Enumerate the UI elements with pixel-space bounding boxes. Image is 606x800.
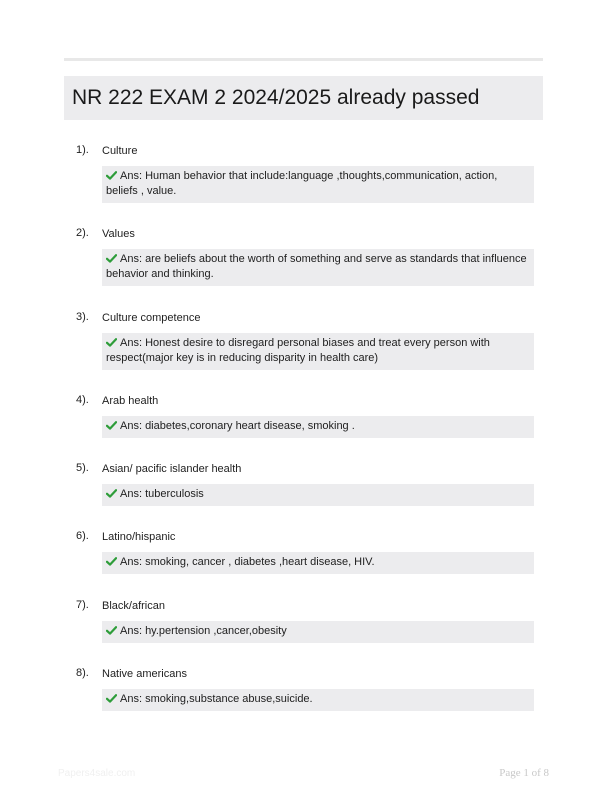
page-number: Page 1 of 8 — [499, 767, 549, 779]
checkmark-icon — [106, 338, 117, 347]
question-number: 4). — [76, 394, 89, 406]
title-banner — [64, 76, 543, 120]
answer-box — [102, 166, 534, 203]
question-term: Values — [102, 228, 135, 240]
question-term: Latino/hispanic — [102, 531, 176, 543]
question-term: Culture competence — [102, 312, 201, 324]
question-number: 3). — [76, 311, 89, 323]
answer-box — [102, 484, 534, 506]
answer-box — [102, 689, 534, 711]
answer-text: Ans: Honest desire to disregard personal biases and treat every person with respect(major key is in reducing disparity in health care) — [106, 337, 490, 364]
question-number: 1). — [76, 144, 89, 156]
answer-text: Ans: hy.pertension ,cancer,obesity — [120, 625, 287, 637]
question-term: Arab health — [102, 395, 159, 407]
checkmark-icon — [106, 694, 117, 703]
checkmark-icon — [106, 489, 117, 498]
answer-text: Ans: diabetes,coronary heart disease, smoking . — [120, 420, 355, 432]
checkmark-icon — [106, 557, 117, 566]
answer-box — [102, 333, 534, 370]
answer-text: Ans: smoking,substance abuse,suicide. — [120, 693, 313, 705]
question-number: 5). — [76, 462, 89, 474]
question-term: Native americans — [102, 668, 187, 680]
answer-box — [102, 249, 534, 286]
checkmark-icon — [106, 626, 117, 635]
footer-watermark: Papers4sale.com — [58, 768, 136, 779]
question-term: Asian/ pacific islander health — [102, 463, 242, 475]
answer-box — [102, 416, 534, 438]
answer-text: Ans: Human behavior that include:language ,thoughts,communication, action, beliefs , value. — [106, 170, 498, 197]
question-term: Culture — [102, 145, 138, 157]
answer-text: Ans: are beliefs about the worth of something and serve as standards that influence behavior and thinking. — [106, 253, 527, 280]
checkmark-icon — [106, 254, 117, 263]
question-number: 6). — [76, 530, 89, 542]
answer-box — [102, 552, 534, 574]
question-term: Black/african — [102, 600, 165, 612]
answer-text: Ans: smoking, cancer , diabetes ,heart disease, HIV. — [120, 556, 375, 568]
checkmark-icon — [106, 421, 117, 430]
question-number: 2). — [76, 227, 89, 239]
answer-text: Ans: tuberculosis — [120, 488, 204, 500]
top-divider — [64, 58, 543, 61]
question-number: 7). — [76, 599, 89, 611]
checkmark-icon — [106, 171, 117, 180]
document-title: NR 222 EXAM 2 2024/2025 already passed — [72, 86, 480, 109]
answer-box — [102, 621, 534, 643]
question-number: 8). — [76, 667, 89, 679]
